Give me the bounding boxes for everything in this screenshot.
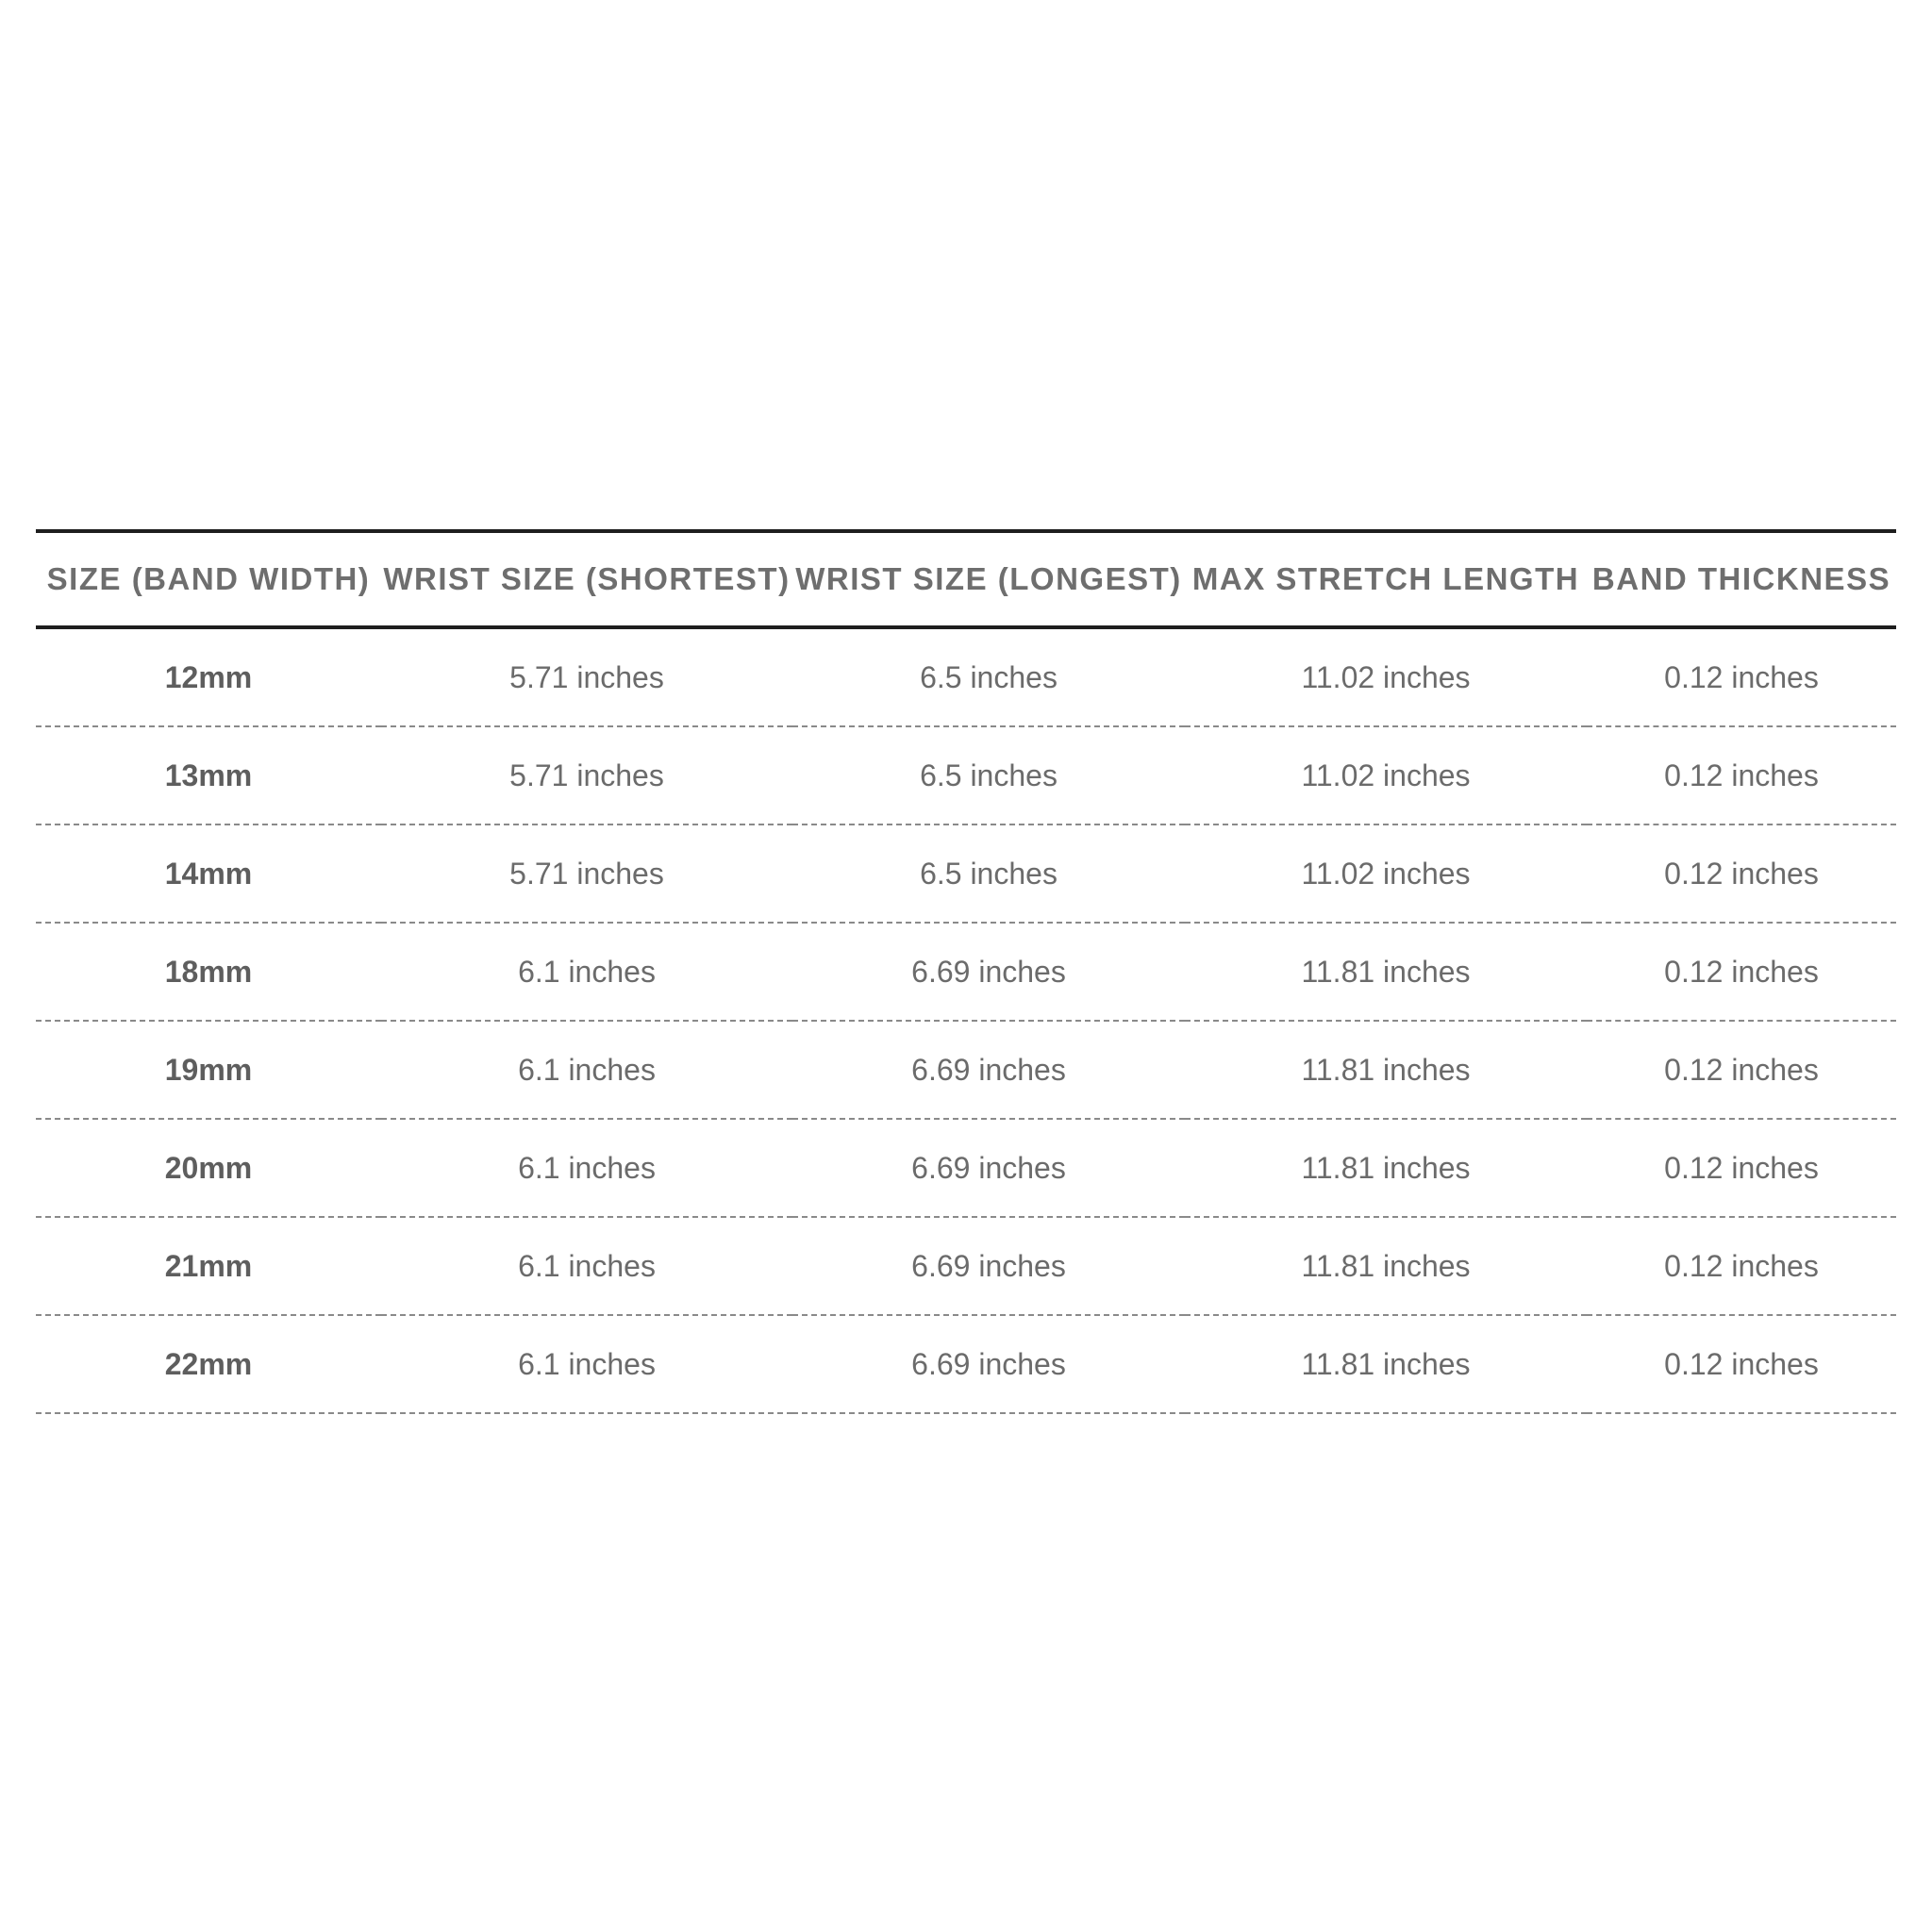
wrist-shortest-cell: 6.1 inches bbox=[518, 1248, 656, 1283]
thickness-cell: 0.12 inches bbox=[1664, 1248, 1819, 1283]
table-row bbox=[36, 726, 1896, 824]
header-wrist-size-shortest: WRIST SIZE (SHORTEST) bbox=[383, 561, 791, 596]
max-stretch-cell: 11.81 inches bbox=[1301, 1248, 1471, 1283]
size-table bbox=[36, 529, 1896, 1414]
size-cell: 20mm bbox=[164, 1150, 253, 1185]
max-stretch-cell: 11.02 inches bbox=[1301, 659, 1471, 694]
wrist-longest-cell: 6.69 inches bbox=[911, 954, 1066, 989]
size-chart bbox=[36, 529, 1896, 1414]
max-stretch-cell: 11.81 inches bbox=[1301, 1150, 1471, 1185]
table-row bbox=[36, 1119, 1896, 1217]
thickness-cell: 0.12 inches bbox=[1664, 1346, 1819, 1381]
thickness-cell: 0.12 inches bbox=[1664, 659, 1819, 694]
wrist-shortest-cell: 5.71 inches bbox=[509, 758, 664, 792]
wrist-longest-cell: 6.5 inches bbox=[920, 856, 1058, 891]
max-stretch-cell: 11.81 inches bbox=[1301, 954, 1471, 989]
table-row bbox=[36, 1217, 1896, 1315]
thickness-cell: 0.12 inches bbox=[1664, 1150, 1819, 1185]
max-stretch-cell: 11.02 inches bbox=[1301, 856, 1471, 891]
wrist-longest-cell: 6.69 inches bbox=[911, 1346, 1066, 1381]
size-cell: 19mm bbox=[164, 1052, 253, 1087]
max-stretch-cell: 11.81 inches bbox=[1301, 1052, 1471, 1087]
wrist-shortest-cell: 6.1 inches bbox=[518, 1052, 656, 1087]
max-stretch-cell: 11.02 inches bbox=[1301, 758, 1471, 792]
size-cell: 21mm bbox=[164, 1248, 253, 1283]
table-header bbox=[36, 531, 1896, 627]
max-stretch-cell: 11.81 inches bbox=[1301, 1346, 1471, 1381]
thickness-cell: 0.12 inches bbox=[1664, 954, 1819, 989]
thickness-cell: 0.12 inches bbox=[1664, 758, 1819, 792]
wrist-shortest-cell: 6.1 inches bbox=[518, 1150, 656, 1185]
size-cell: 14mm bbox=[164, 856, 253, 891]
header-band-thickness: BAND THICKNESS bbox=[1591, 561, 1891, 596]
header-wrist-size-longest: WRIST SIZE (LONGEST) bbox=[795, 561, 1182, 596]
wrist-longest-cell: 6.5 inches bbox=[920, 659, 1058, 694]
table-row bbox=[36, 824, 1896, 923]
wrist-longest-cell: 6.69 inches bbox=[911, 1248, 1066, 1283]
header-size-band-width: SIZE (BAND WIDTH) bbox=[46, 561, 371, 596]
size-cell: 13mm bbox=[164, 758, 253, 792]
wrist-shortest-cell: 6.1 inches bbox=[518, 954, 656, 989]
size-cell: 22mm bbox=[164, 1346, 253, 1381]
table-body bbox=[36, 627, 1896, 1413]
size-cell: 12mm bbox=[164, 659, 253, 694]
wrist-shortest-cell: 5.71 inches bbox=[509, 659, 664, 694]
wrist-shortest-cell: 6.1 inches bbox=[518, 1346, 656, 1381]
wrist-longest-cell: 6.5 inches bbox=[920, 758, 1058, 792]
header-row bbox=[36, 531, 1896, 627]
thickness-cell: 0.12 inches bbox=[1664, 1052, 1819, 1087]
thickness-cell: 0.12 inches bbox=[1664, 856, 1819, 891]
wrist-longest-cell: 6.69 inches bbox=[911, 1052, 1066, 1087]
table-row bbox=[36, 1315, 1896, 1413]
table-row bbox=[36, 923, 1896, 1021]
wrist-shortest-cell: 5.71 inches bbox=[509, 856, 664, 891]
table-row bbox=[36, 1021, 1896, 1119]
table-row bbox=[36, 627, 1896, 726]
size-cell: 18mm bbox=[164, 954, 253, 989]
wrist-longest-cell: 6.69 inches bbox=[911, 1150, 1066, 1185]
header-max-stretch-length: MAX STRETCH LENGTH bbox=[1191, 561, 1580, 596]
